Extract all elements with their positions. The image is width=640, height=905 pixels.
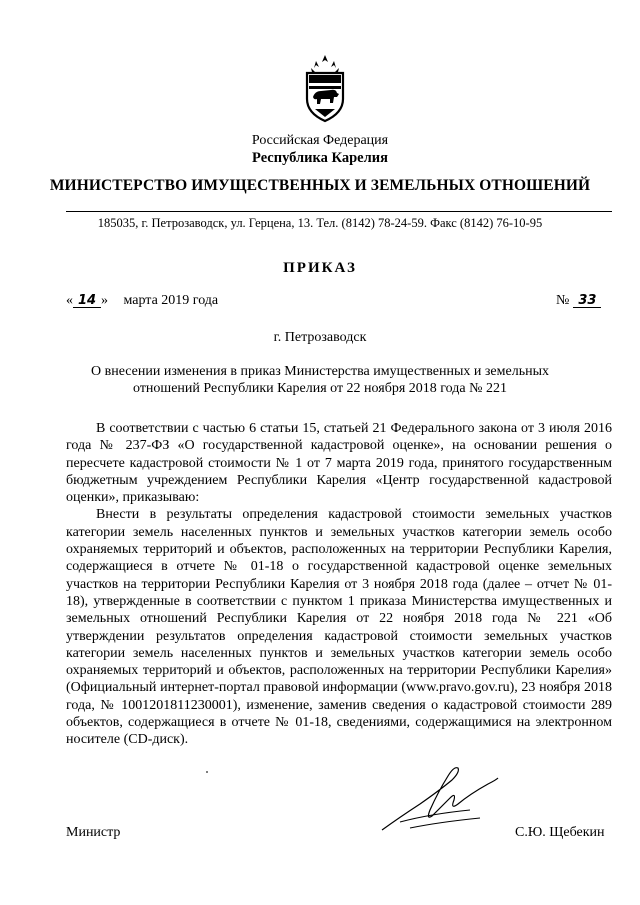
date-open-quote: « (66, 293, 73, 308)
handwritten-signature (380, 762, 500, 832)
subject-line-1: О внесении изменения в приказ Министерства имущественных и земельных (91, 364, 549, 379)
federation-label: Российская Федерация (251, 133, 389, 148)
body-paragraph-1: В соответствии с частью 6 статьи 15, статьей 21 Федерального закона от 3 июля 2016 года № 237-ФЗ «О государственной кадастровой оценке», на основании решения о пересчете кадастровой стоимости № 1 от 7 марта 2019 года, принятого государственным бюджетным учреждением Республики Карелия «Центр государственной кадастровой оценки», приказываю: (66, 421, 612, 506)
karelia-coat-of-arms-icon (303, 53, 347, 123)
body-paragraph-2: Внести в результаты определения кадастровой стоимости земельных участков категории земель населенных пунктов и земельных участков категории земель особо охраняемых территорий и объектов, расположенных на территории Республики Карелия, содержащиеся в отчете № 01-18 о государственной кадастровой оценке земельных участков на территории Республики Карелия от 3 ноября 2018 года (далее – отчет № 01-18), утвержденные в соответствии с пунктом 1 приказа Министерства имущественных и земельных отношений Республики Карелия от 22 ноября 2018 года № 221 «Об утверждении результатов определения кадастровой стоимости земельных участков категории земель населенных пунктов и земельных участков категории земель особо охраняемых территорий и объектов, расположенных на территории Республики Карелия» (Официальный интернет-портал правовой информации (www.pravo.gov.ru), 23 ноября 2018 года, № 1001201811230001), изменение, заменив сведения о кадастровой стоимости 289 объектов, содержащиеся в отчете № 01-18, сведениями, содержащимися на электронном носителе (CD-диск). (66, 507, 612, 748)
signatory-name: С.Ю. Щебекин (515, 825, 605, 840)
ink-dot (206, 771, 208, 773)
order-number (556, 293, 601, 309)
date-close-quote: » (101, 293, 108, 308)
signatory-position: Министр (66, 825, 121, 840)
order-city: г. Петрозаводск (273, 330, 367, 345)
ministry-address: 185035, г. Петрозаводск, ул. Герцена, 13. Тел. (8142) 78-24-59. Факс (8142) 76-10-95 (97, 216, 543, 230)
order-date (66, 293, 218, 309)
order-number-label: № (556, 293, 570, 308)
order-subject (0, 363, 640, 397)
ministry-title: МИНИСТЕРСТВО ИМУЩЕСТВЕННЫХ И ЗЕМЕЛЬНЫХ ОТНОШЕНИЙ (49, 177, 591, 194)
order-title: ПРИКАЗ (283, 260, 357, 276)
date-day: 14 (73, 295, 101, 308)
order-number-value: 33 (573, 295, 601, 308)
republic-label: Республика Карелия (252, 150, 388, 166)
header-divider (66, 211, 612, 212)
date-month-year: марта 2019 года (123, 293, 219, 308)
order-body (66, 420, 612, 749)
subject-line-2: отношений Республики Карелия от 22 ноября 2018 года № 221 (133, 381, 507, 396)
